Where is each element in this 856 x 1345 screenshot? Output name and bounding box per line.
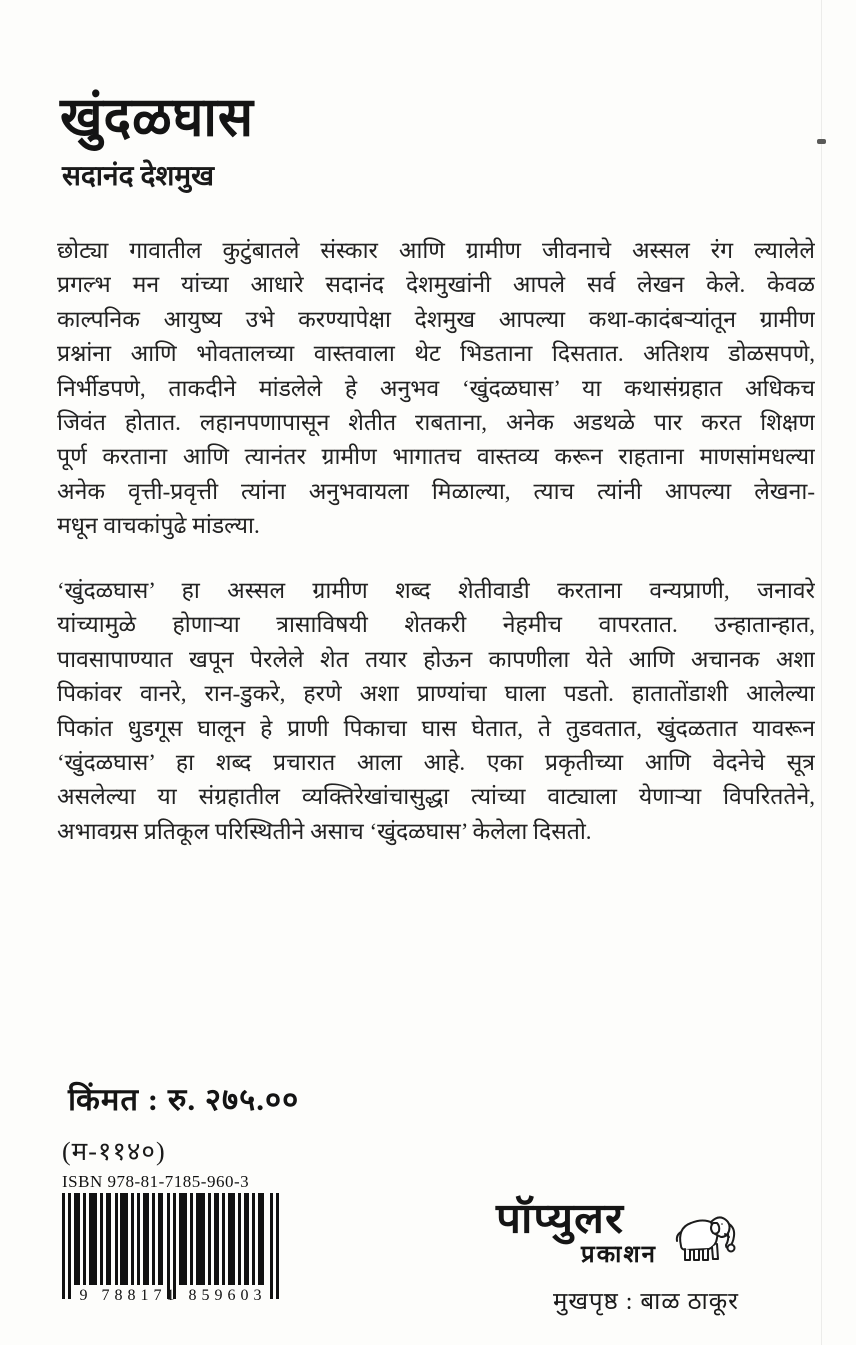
synopsis-line: पूर्ण करताना आणि त्यानंतर ग्रामीण भागातच वास्तव्य करून राहताना माणसांमधल्या xyxy=(57,444,815,470)
synopsis-paragraph-2 xyxy=(57,574,815,849)
barcode-digits: 9 788171 859603 xyxy=(79,1287,267,1304)
print-code: (म-११४०) xyxy=(62,1137,166,1166)
publisher-name-sub: प्रकाशन xyxy=(581,1242,657,1268)
synopsis-line: काल्पनिक आयुष्य उभे करण्यापेक्षा देशमुख आपल्या कथा-कादंबऱ्यांतून ग्रामीण xyxy=(57,306,815,332)
synopsis-line: छोट्या गावातील कुटुंबातले संस्कार आणि ग्रामीण जीवनाचे अस्सल रंग ल्यालेले xyxy=(57,238,815,263)
synopsis-line: ‘खुंदळघास’ हा शब्द प्रचारात आला आहे. एका प्रकृतीच्या आणि वेदनेचे सूत्र xyxy=(57,749,815,775)
synopsis-line: असलेल्या या संग्रहातील व्यक्तिरेखांचासुद्धा त्यांच्या वाट्याला येणाऱ्या विपरिततेने, xyxy=(57,784,815,810)
synopsis-line: मधून वाचकांपुढे मांडल्या. xyxy=(57,513,260,539)
synopsis-line: अभावग्रस प्रतिकूल परिस्थितीने असाच ‘खुंदळघास’ केलेला दिसतो. xyxy=(57,818,592,844)
synopsis-line: यांच्यामुळे होणाऱ्या त्रासाविषयी शेतकरी नेहमीच वापरतात. उन्हातान्हात, xyxy=(57,612,815,638)
synopsis-line: जिवंत होतात. लहानपणापासून शेतीत राबताना, अनेक अडथळे पार करत शिक्षण xyxy=(57,409,815,435)
publisher-name: पॉप्युलर xyxy=(496,1195,624,1242)
scan-crease-line xyxy=(821,0,822,1345)
synopsis-line: पावसापाण्यात खपून पेरलेले शेत तयार होऊन कापणीला येते आणि अचानक अशा xyxy=(57,646,815,672)
synopsis-line: अनेक वृत्ती-प्रवृत्ती त्यांना अनुभवायला मिळाल्या, त्याच त्यांनी आपल्या लेखना- xyxy=(57,478,815,504)
publisher-block xyxy=(455,1195,775,1315)
synopsis-line: प्रगल्भ मन यांच्या आधारे सदानंद देशमुखांनी आपले सर्व लेखन केले. केवळ xyxy=(57,272,815,298)
price-label: किंमत : रु. २७५.०० xyxy=(68,1082,300,1117)
synopsis-line: पिकांवर वानरे, रान-डुकरे, हरणे अशा प्राण्यांचा घाला पडतो. हातातोंडाशी आलेल्या xyxy=(57,681,815,707)
synopsis-paragraph-1 xyxy=(57,234,815,544)
synopsis-line: निर्भीडपणे, ताकदीने मांडलेले हे अनुभव ‘खुंदळघास’ या कथासंग्रहात अधिकच xyxy=(57,375,815,401)
cover-artist-credit: मुखपृष्ठ : बाळ ठाकूर xyxy=(553,1289,739,1315)
book-title: खुंदळघास xyxy=(60,88,255,149)
synopsis-line: प्रश्नांना आणि भोवतालच्या वास्तवाला थेट भिडताना दिसतात. अतिशय डोळसपणे, xyxy=(57,341,815,367)
scan-speck xyxy=(817,139,826,144)
synopsis-line: ‘खुंदळघास’ हा अस्सल ग्रामीण शब्द शेतीवाडी करताना वन्यप्राणी, जनावरे xyxy=(57,578,815,603)
barcode xyxy=(60,1193,286,1305)
synopsis-line: पिकांत धुडगूस घालून हे प्राणी पिकाचा घास घेतात, ते तुडवतात, खुंदळतात यावरून xyxy=(57,715,815,741)
isbn-barcode-block xyxy=(60,1172,296,1305)
isbn-label: ISBN 978-81-7185-960-3 xyxy=(62,1172,250,1191)
elephant-logo-icon xyxy=(669,1202,741,1268)
book-author: सदानंद देशमुख xyxy=(62,161,215,192)
